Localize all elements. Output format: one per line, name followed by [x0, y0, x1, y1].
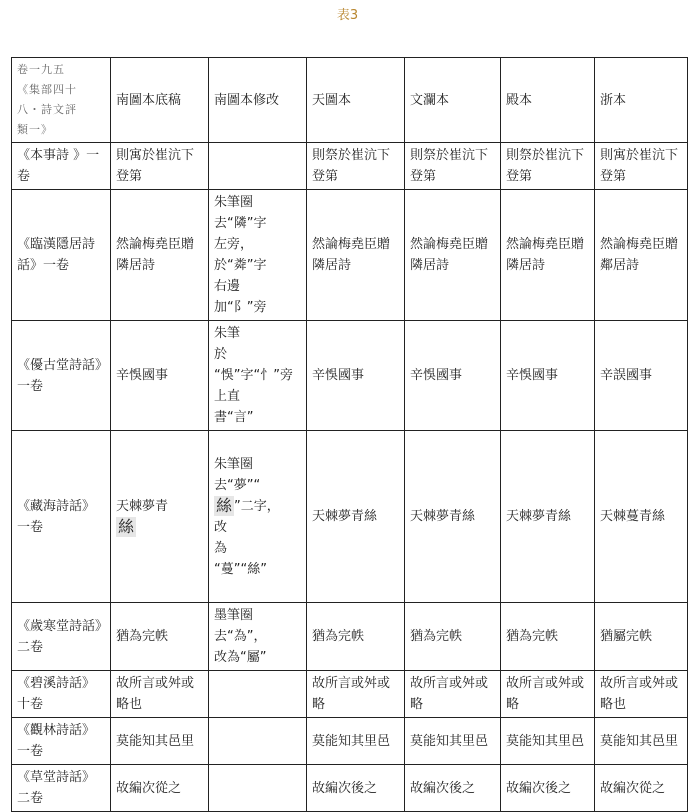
table-row: [12, 321, 688, 431]
table-cell: [209, 765, 307, 812]
table-cell: 則祭於崔沆下登第: [405, 143, 501, 190]
row-title: 《本事詩 》一卷: [12, 143, 111, 190]
table-cell: 故所言或舛或略: [405, 671, 501, 718]
table-cell: 辛悞國事: [307, 321, 405, 431]
table-cell: 猶為完帙: [111, 603, 209, 671]
table-cell: 故所言或舛或略也: [111, 671, 209, 718]
table-cell: 辛悞國事: [111, 321, 209, 431]
table-cell: [209, 143, 307, 190]
cell-text: ”二字， 改 為 “蔓”“絲”: [214, 498, 280, 577]
row-title: 《臨漢隱居詩話》一卷: [12, 190, 111, 321]
cell-text: 去“夢”“: [214, 477, 261, 493]
table-row: [12, 671, 688, 718]
table-caption: 表3: [336, 8, 359, 23]
column-header: 浙本: [595, 58, 688, 143]
table-cell: 辛悞國事: [405, 321, 501, 431]
table-cell: 辛悞國事: [501, 321, 595, 431]
row-title: 《歲寒堂詩話》二卷: [12, 603, 111, 671]
column-header: 文瀾本: [405, 58, 501, 143]
table-row: [12, 431, 688, 603]
table-cell: [111, 431, 209, 603]
table-cell: 猶為完帙: [307, 603, 405, 671]
table-row: [12, 765, 688, 812]
row-title: 《藏海詩話》一卷: [12, 431, 111, 603]
table-cell: 猶屬完帙: [595, 603, 688, 671]
cell-text: 朱筆圈: [214, 456, 254, 472]
table-row: [12, 718, 688, 765]
row-title: 《優古堂詩話》一卷: [12, 321, 111, 431]
table-row: [12, 143, 688, 190]
column-header: 南圖本修改: [209, 58, 307, 143]
row-title: 《草堂詩話》二卷: [12, 765, 111, 812]
table-cell: 故所言或舛或略: [307, 671, 405, 718]
table-cell: 天棘夢青絲: [501, 431, 595, 603]
comparison-table: [11, 57, 688, 812]
table-cell: 莫能知其邑里: [595, 718, 688, 765]
column-header: 天圖本: [307, 58, 405, 143]
table-cell: 然論梅堯臣贈隣居詩: [501, 190, 595, 321]
table-cell: 故所言或舛或略也: [595, 671, 688, 718]
revision-note-cell: 朱筆 於 “悞”字“忄”旁 上直 書“言”: [209, 321, 307, 431]
table-cell: 辛誤國事: [595, 321, 688, 431]
row-title: 《觀林詩話》一卷: [12, 718, 111, 765]
table-header-row: [12, 58, 688, 143]
table-cell: 莫能知其邑里: [111, 718, 209, 765]
table-cell: 天棘蔓青絲: [595, 431, 688, 603]
table-cell: 莫能知其里邑: [405, 718, 501, 765]
table-cell: 天棘夢青絲: [307, 431, 405, 603]
table-cell: 然論梅堯臣贈隣居詩: [307, 190, 405, 321]
table-cell: 猶為完帙: [405, 603, 501, 671]
revision-note-cell: 朱筆圈 去“隣”字 左旁， 於“粦”字 右邊 加“阝”旁: [209, 190, 307, 321]
column-header: 殿本: [501, 58, 595, 143]
table-cell: 然論梅堯臣贈隣居詩: [111, 190, 209, 321]
revision-note-cell: 墨筆圈 去“為”， 改為“屬”: [209, 603, 307, 671]
table-cell: 故編次從之: [595, 765, 688, 812]
table-cell: 故編次後之: [405, 765, 501, 812]
table-cell: 則寓於崔沆下登第: [595, 143, 688, 190]
column-header: 南圖本底稿: [111, 58, 209, 143]
table-cell: 則寓於崔沆下登第: [111, 143, 209, 190]
table-cell: 故編次從之: [111, 765, 209, 812]
table-cell: 故編次後之: [307, 765, 405, 812]
table-cell: 則祭於崔沆下登第: [307, 143, 405, 190]
table-cell: 則祭於崔沆下登第: [501, 143, 595, 190]
scanned-glyph: 絲: [216, 496, 233, 515]
revision-note-cell: [209, 431, 307, 603]
table-row: [12, 190, 688, 321]
table-cell: 故所言或舛或略: [501, 671, 595, 718]
table-cell: 莫能知其里邑: [501, 718, 595, 765]
table-cell: [209, 718, 307, 765]
table-cell: 然論梅堯臣贈鄰居詩: [595, 190, 688, 321]
table-cell: 然論梅堯臣贈隣居詩: [405, 190, 501, 321]
table-cell: 莫能知其里邑: [307, 718, 405, 765]
table-row: [12, 603, 688, 671]
table-cell: [209, 671, 307, 718]
table-cell: 猶為完帙: [501, 603, 595, 671]
cell-text: 天棘夢青: [116, 498, 169, 514]
scanned-glyph: 絲: [118, 517, 135, 536]
table-cell: 天棘夢青絲: [405, 431, 501, 603]
table-cell: 故編次後之: [501, 765, 595, 812]
row-title: 《碧溪詩話》十卷: [12, 671, 111, 718]
header-corner-cell: 卷一九五 《集部四十 八・詩文評 類一》: [12, 58, 111, 143]
